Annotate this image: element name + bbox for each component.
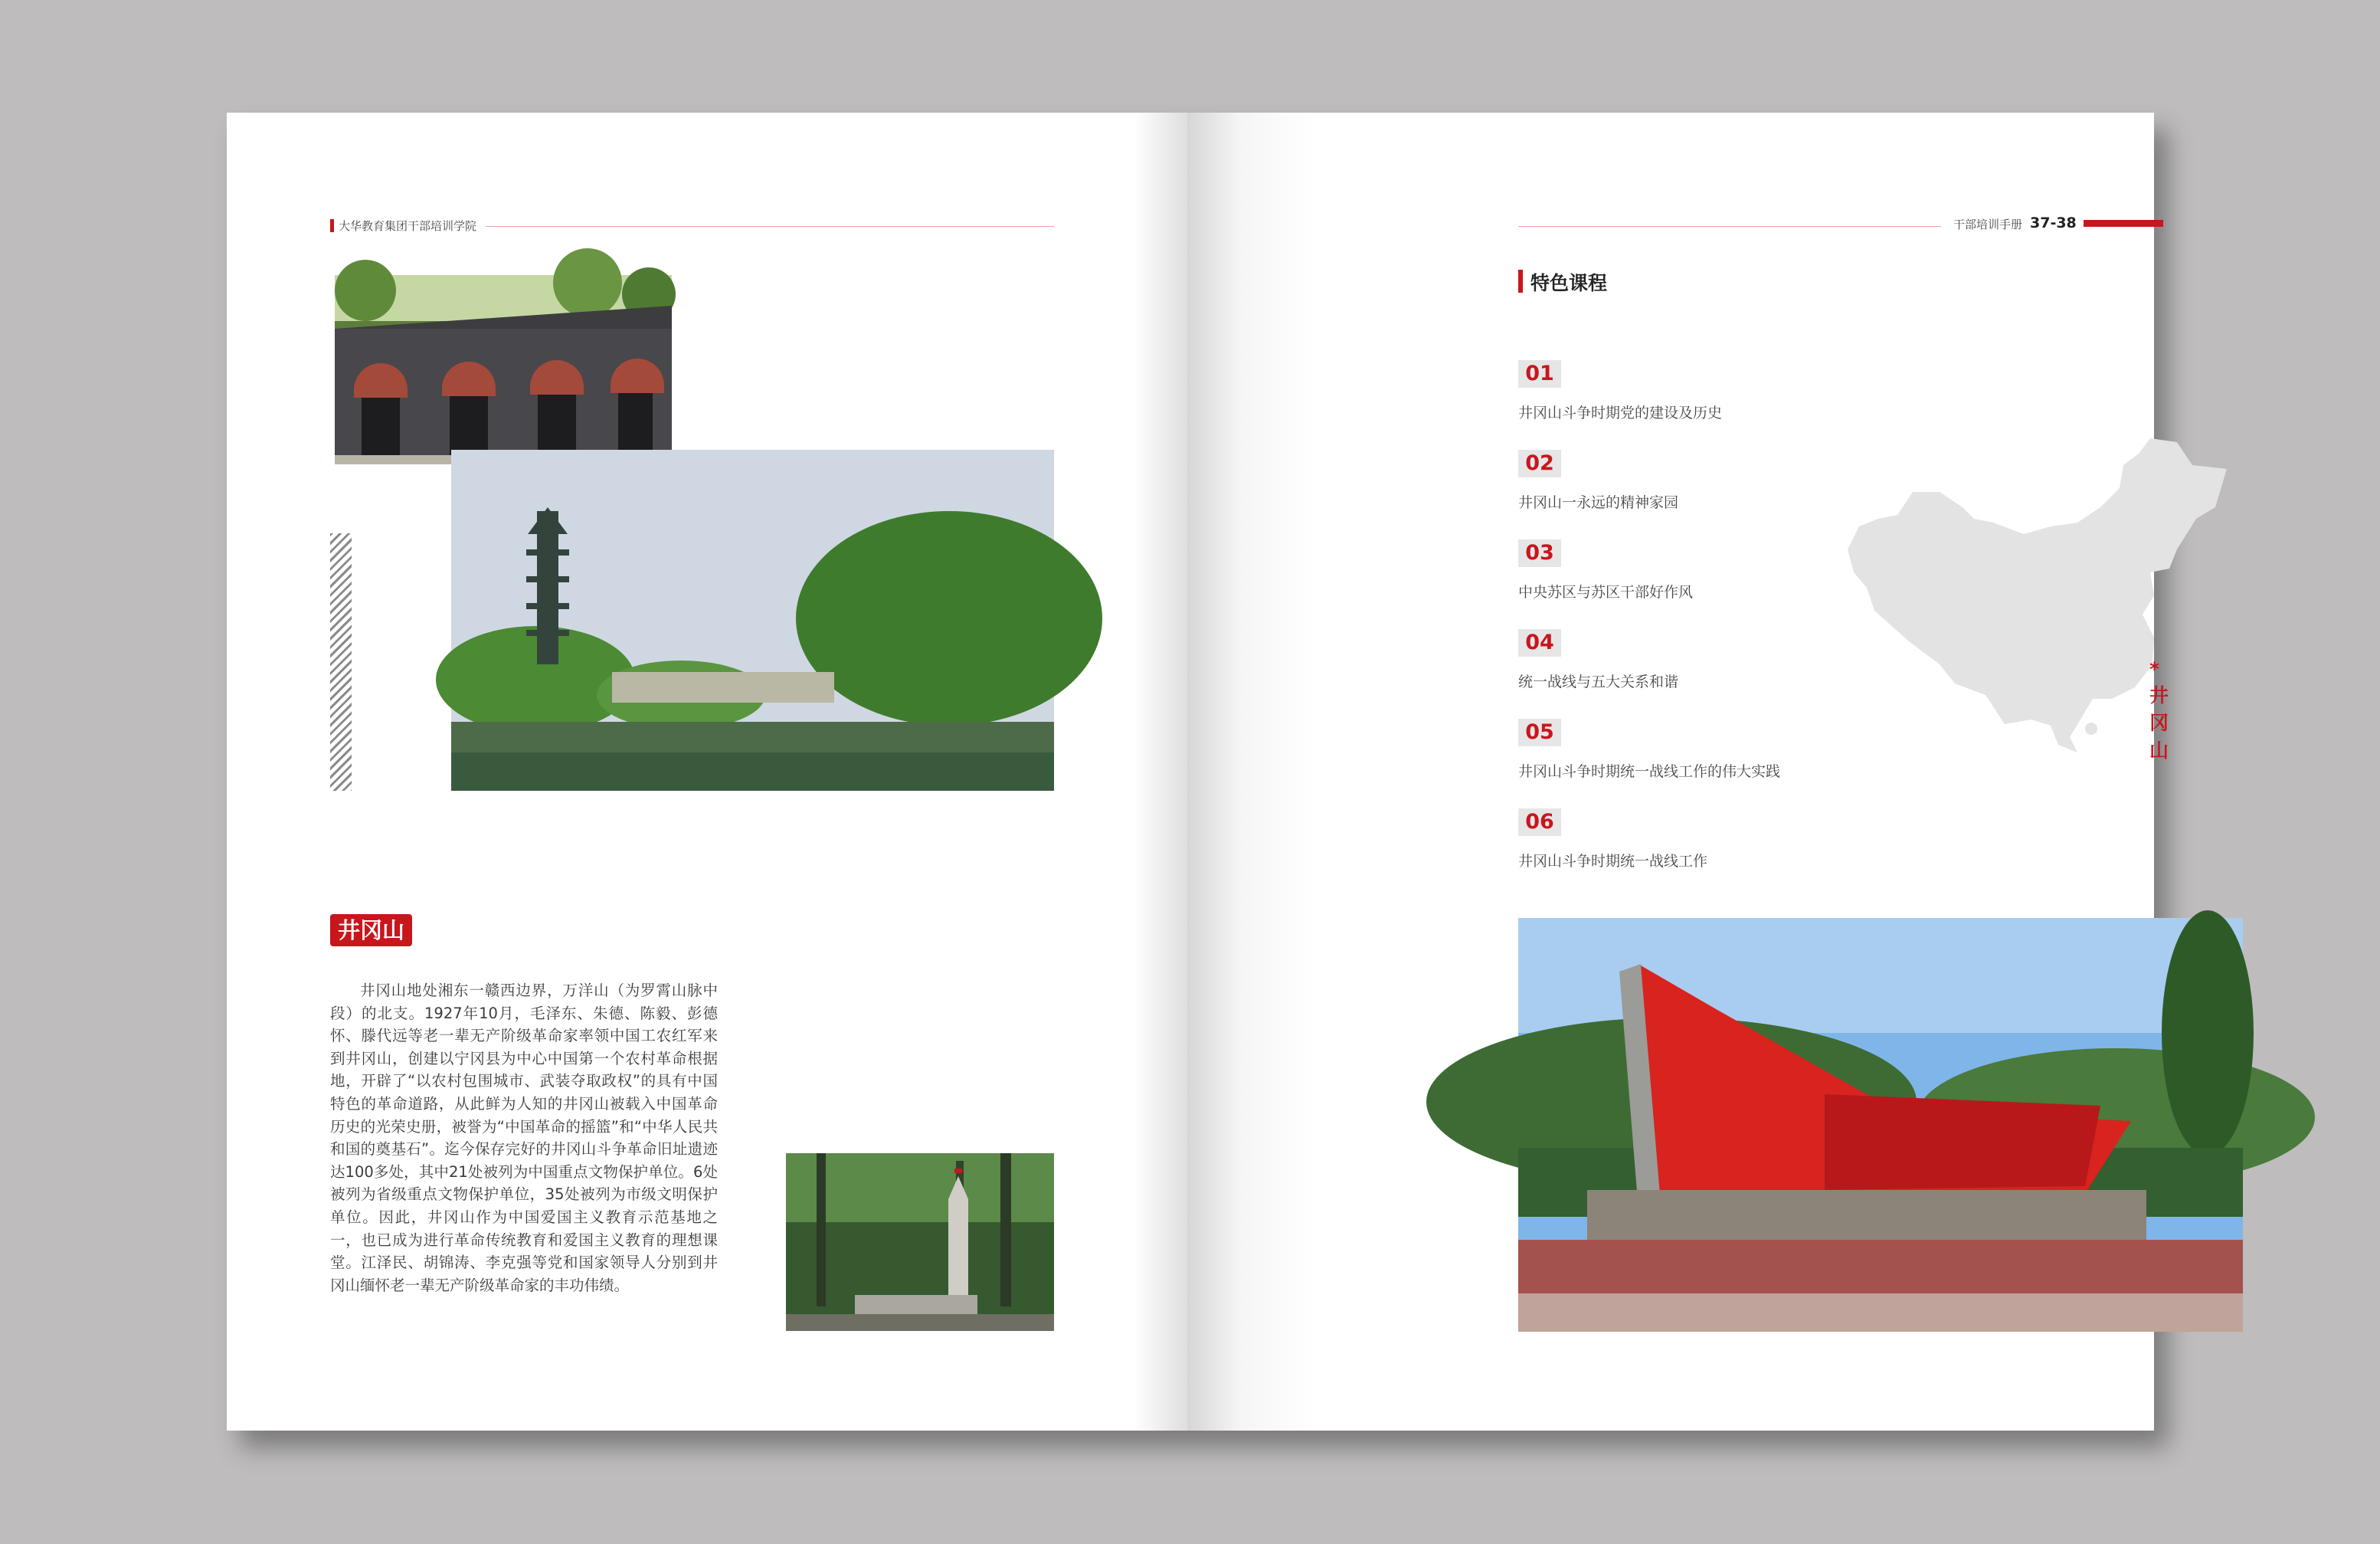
section-mark <box>1518 270 1523 293</box>
header-title-left: 大华教育集团干部培训学院 <box>339 219 477 233</box>
header-title-right: 干部培训手册 <box>1953 218 2023 231</box>
left-page <box>227 113 1187 1431</box>
course-title: 中央苏区与苏区干部好作风 <box>1518 584 1694 601</box>
china-map <box>1848 434 2231 752</box>
section-title-courses: 特色课程 <box>1530 272 1608 294</box>
course-number: 06 <box>1518 808 1561 836</box>
jinggangshan-description: 井冈山地处湘东一赣西边界，万洋山（为罗霄山脉中段）的北支。1927年10月，毛泽东、朱德、陈毅、彭德怀、滕代远等老一辈无产阶级革命家率领中国工农红军来到井冈山，创建以宁冈县为中心中国第一个农村革命根据地，开辟了“以农村包围城市、武装夺取政权”的具有中国特色的革命道路，从此鲜为人知的井冈山被载入中国革命历史的光荣史册，被誉为“中国革命的摇篮”和“中华人民共和国的奠基石”。迄今保存完好的井冈山斗争革命旧址遗迹达100多处，其中21处被列为中国重点文物保护单位。6处被列为省级重点文物保护单位，35处被列为市级文明保护单位。因此，井冈山作为中国爱国主义教育示范基地之一，也已成为进行革命传统教育和爱国主义教育的理想课堂。江泽民、胡锦涛、李克强等党和国家领导人分别到井冈山缅怀老一辈无产阶级革命家的丰功伟绩。 <box>330 982 718 1294</box>
course-title: 井冈山斗争时期统一战线工作 <box>1518 853 1708 870</box>
right-page <box>1187 113 2169 1431</box>
course-title: 井冈山斗争时期统一战线工作的伟大实践 <box>1518 763 1781 780</box>
course-number: 01 <box>1518 360 1561 388</box>
course-title: 井冈山斗争时期党的建设及历史 <box>1518 405 1723 421</box>
course-number: 04 <box>1518 629 1561 657</box>
section-title-jinggangshan: 井冈山 <box>330 914 412 946</box>
gutter-shadow-right <box>1187 113 1318 1431</box>
red-army-square-photo <box>1518 918 2243 1332</box>
map-label-jinggangshan: * 井冈山 <box>2149 658 2169 762</box>
monument-photo <box>786 1153 1054 1331</box>
page-numbers: 37-38 <box>2030 215 2077 231</box>
hatch-decoration <box>330 533 352 791</box>
course-number: 02 <box>1518 450 1561 477</box>
gutter-shadow-left <box>1134 113 1187 1431</box>
brochure-spread <box>227 113 2169 1431</box>
course-title: 井冈山一永远的精神家园 <box>1518 494 1679 511</box>
pagoda-lake-photo <box>451 450 1054 791</box>
course-title: 统一战线与五大关系和谐 <box>1518 674 1679 690</box>
header-accent-bar <box>2084 220 2163 227</box>
header-rule <box>486 226 1054 227</box>
course-number: 05 <box>1518 719 1561 746</box>
memorial-hall-photo <box>335 275 672 464</box>
header-mark <box>330 219 334 232</box>
course-number: 03 <box>1518 539 1561 567</box>
header-rule <box>1518 226 1941 227</box>
